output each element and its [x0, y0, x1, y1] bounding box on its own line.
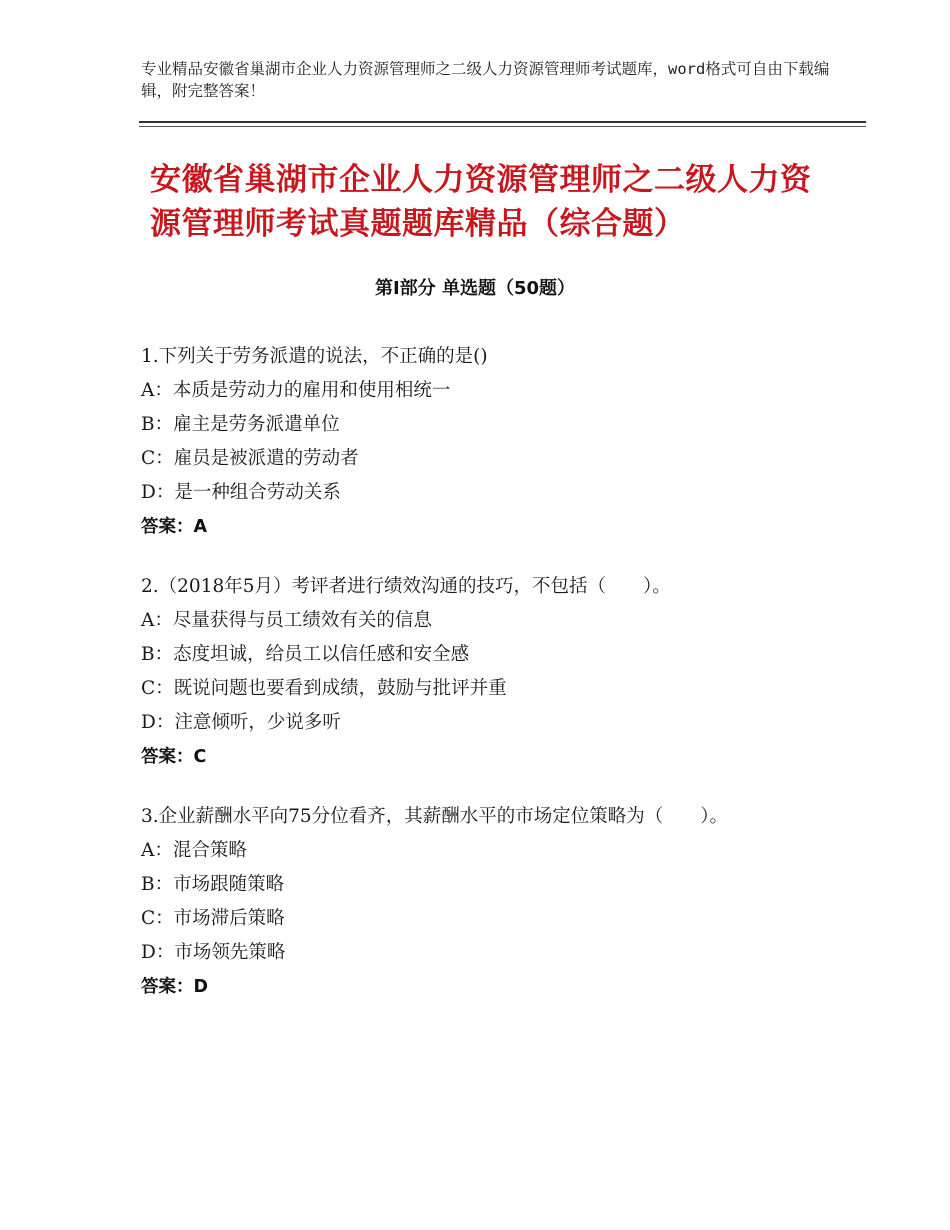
question-stem: 1.下列关于劳务派遣的说法，不正确的是()	[141, 346, 488, 367]
option-a: A：混合策略	[141, 840, 247, 861]
option-c: C：市场滞后策略	[141, 908, 285, 929]
option-a: A：本质是劳动力的雇用和使用相统一	[141, 380, 451, 401]
option-c: C：既说问题也要看到成绩，鼓励与批评并重	[141, 678, 507, 699]
section-title: 第Ⅰ部分 单选题（50题）	[374, 278, 575, 299]
option-b: B：态度坦诚，给员工以信任感和安全感	[141, 644, 470, 665]
option-b: B：雇主是劳务派遣单位	[141, 414, 340, 435]
option-d: D：是一种组合劳动关系	[141, 482, 341, 503]
header-divider-thin	[139, 126, 866, 127]
header-divider-thick	[139, 121, 866, 123]
option-c: C：雇员是被派遣的劳动者	[141, 448, 359, 469]
option-d: D：注意倾听，少说多听	[141, 712, 341, 733]
answer-label: 答案：A	[141, 517, 208, 537]
option-b: B：市场跟随策略	[141, 874, 285, 895]
question-item	[141, 570, 841, 774]
question-item	[141, 340, 841, 544]
answer-label: 答案：C	[141, 747, 207, 767]
question-stem: 2.（2018年5月）考评者进行绩效沟通的技巧，不包括（ ）。	[141, 576, 671, 597]
answer-label: 答案：D	[141, 977, 209, 997]
question-stem: 3.企业薪酬水平向75分位看齐，其薪酬水平的市场定位策略为（ ）。	[141, 806, 728, 827]
option-d: D：市场领先策略	[141, 942, 286, 963]
question-list	[141, 340, 841, 1030]
question-item	[141, 800, 841, 1004]
document-title: 安徽省巢湖市企业人力资源管理师之二级人力资源管理师考试真题题库精品（综合题）	[150, 162, 812, 242]
header-note: 专业精品安徽省巢湖市企业人力资源管理师之二级人力资源管理师考试题库，word格式可自由下载编辑，附完整答案！	[141, 60, 830, 100]
option-a: A：尽量获得与员工绩效有关的信息	[141, 610, 432, 631]
